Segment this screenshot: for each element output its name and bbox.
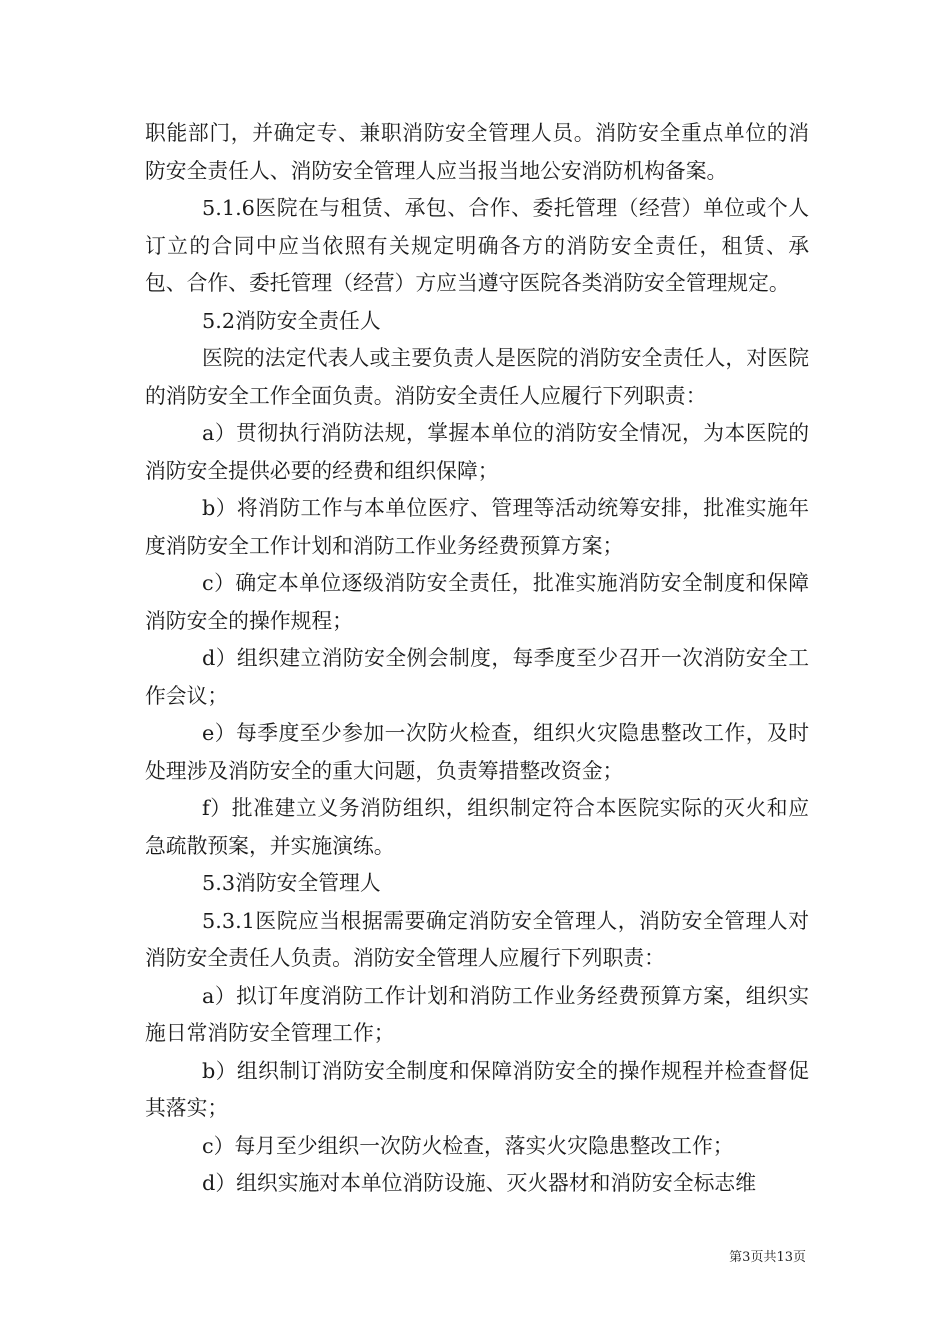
list-item-a-2: a）拟订年度消防工作计划和消防工作业务经费预算方案，组织实施日常消防安全管理工作；: [145, 983, 809, 1045]
paragraph-4: 医院的法定代表人或主要负责人是医院的消防安全责任人，对医院的消防安全工作全面负责。消防安全责任人应履行下列职责：: [145, 346, 809, 408]
paragraph-1: 职能部门，并确定专、兼职消防安全管理人员。消防安全重点单位的消防安全责任人、消防安全管理人应当报当地公安消防机构备案。: [145, 121, 809, 183]
page-number-label: 第3页共13页: [729, 1250, 806, 1265]
list-item-d-2: d）组织实施对本单位消防设施、灭火器材和消防安全标志维: [202, 1171, 757, 1195]
list-item-a: a）贯彻执行消防法规，掌握本单位的消防安全情况，为本医院的消防安全提供必要的经费和组织保障；: [145, 421, 809, 483]
list-item-d: d）组织建立消防安全例会制度，每季度至少召开一次消防安全工作会议；: [145, 646, 809, 708]
section-heading-5-2: 5.2消防安全责任人: [202, 308, 381, 333]
list-item-c-2: c）每月至少组织一次防火检查，落实火灾隐患整改工作；: [202, 1133, 734, 1158]
page-number-footer: [729, 1250, 806, 1266]
paragraph-2: 5.1.6医院在与租赁、承包、合作、委托管理（经营）单位或个人订立的合同中应当依照有关规定明确各方的消防安全责任，租赁、承包、合作、委托管理（经营）方应当遵守医院各类消防安全管理规定。: [145, 196, 809, 295]
list-item-b: b）将消防工作与本单位医疗、管理等活动统筹安排，批准实施年度消防安全工作计划和消防工作业务经费预算方案；: [145, 496, 809, 558]
list-item-f: f）批准建立义务消防组织，组织制定符合本医院实际的灭火和应急疏散预案，并实施演练。: [145, 796, 809, 858]
section-heading-5-3: 5.3消防安全管理人: [202, 871, 381, 895]
list-item-b-2: b）组织制订消防安全制度和保障消防安全的操作规程并检查督促其落实；: [145, 1058, 809, 1120]
list-item-c: c）确定本单位逐级消防安全责任，批准实施消防安全制度和保障消防安全的操作规程；: [145, 571, 809, 633]
document-body: [145, 115, 809, 1203]
list-item-e: e）每季度至少参加一次防火检查，组织火灾隐患整改工作，及时处理涉及消防安全的重大问题，负责筹措整改资金；: [145, 721, 809, 783]
paragraph-5-3-1: 5.3.1医院应当根据需要确定消防安全管理人，消防安全管理人对消防安全责任人负责。消防安全管理人应履行下列职责：: [145, 908, 809, 970]
